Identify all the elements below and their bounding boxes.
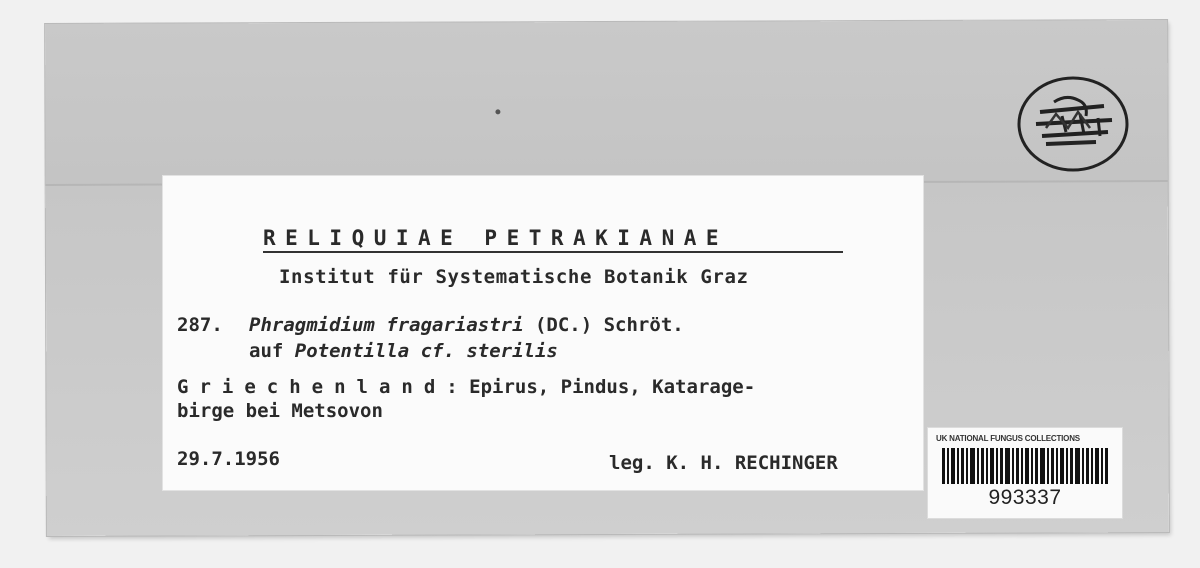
taxon-author: (DC.) Schröt.: [523, 314, 684, 336]
host-prefix: auf: [249, 340, 295, 362]
host-name: Potentilla cf. sterilis: [294, 340, 558, 362]
barcode-icon: [942, 448, 1108, 484]
herbarium-stamp-icon: [1016, 74, 1130, 174]
institute-name: Institut für Systematische Botanik Graz: [279, 266, 749, 288]
taxon-line: [249, 314, 684, 336]
collector: leg. K. H. RECHINGER: [609, 452, 838, 474]
locality-text-1: : Epirus, Pindus, Katarage-: [446, 376, 756, 398]
locality-line-2: birge bei Metsovon: [177, 400, 383, 422]
pin-hole: [495, 109, 500, 114]
specimen-label: [163, 176, 923, 490]
barcode-label: [928, 428, 1122, 518]
locality-line-1: [177, 376, 755, 398]
barcode-number: 993337: [988, 486, 1062, 509]
envelope-flap: [45, 20, 1168, 184]
series-title: RELIQUIAE PETRAKIANAE: [263, 226, 843, 253]
country: Griechenland: [177, 376, 447, 398]
collection-date: 29.7.1956: [177, 448, 280, 470]
specimen-number: 287.: [177, 314, 223, 336]
barcode-header: UK NATIONAL FUNGUS COLLECTIONS: [936, 434, 1080, 443]
taxon-name: Phragmidium fragariastri: [249, 314, 524, 336]
host-line: [249, 340, 558, 362]
